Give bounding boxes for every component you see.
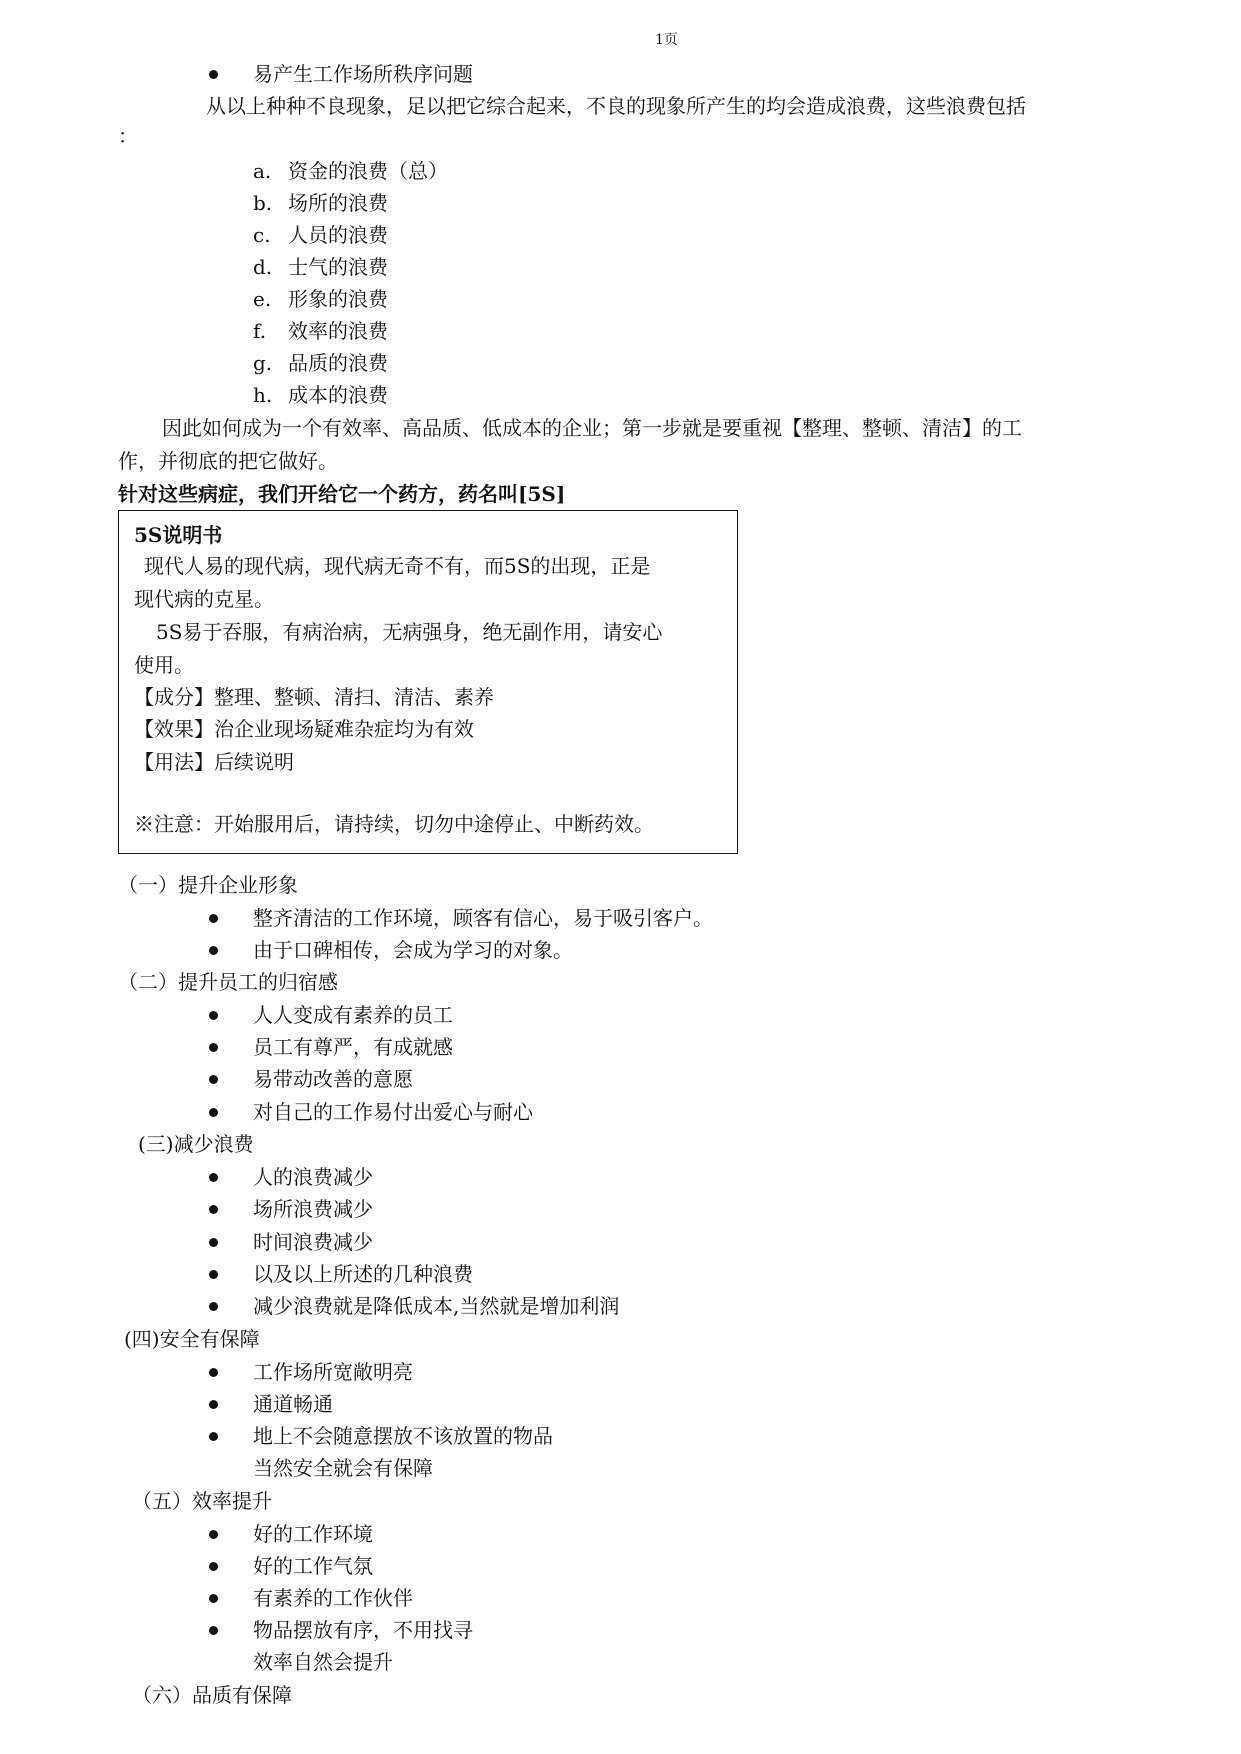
section-bullet: 通道畅通: [253, 1392, 333, 1416]
bullet-dot: [209, 70, 218, 79]
waste-marker: h.: [253, 383, 273, 407]
page-number: 1页: [655, 32, 678, 48]
box-line: 使用。: [134, 653, 194, 677]
bullet-dot: [209, 1205, 218, 1214]
box-line: 5S易于吞服，有病治病，无病强身，绝无副作用，请安心: [156, 620, 663, 644]
bullet-dot: [209, 1302, 218, 1311]
waste-marker: c.: [253, 223, 271, 247]
bullet-dot: [209, 1270, 218, 1279]
bold-heading: 针对这些病症，我们开给它一个药方，药名叫[5S]: [118, 482, 566, 506]
waste-item: 人员的浪费: [288, 223, 388, 247]
section-bullet: 人的浪费减少: [253, 1165, 373, 1189]
bullet-dot: [209, 1173, 218, 1182]
box-title: 5S说明书: [134, 523, 223, 547]
bullet-dot: [209, 1043, 218, 1052]
section-bullet: 地上不会随意摆放不该放置的物品: [253, 1424, 553, 1448]
section-bullet: 场所浪费减少: [253, 1197, 373, 1221]
waste-item: 场所的浪费: [288, 191, 388, 215]
waste-item: 资金的浪费（总）: [288, 159, 448, 183]
section-bullet: 整齐清洁的工作环境，顾客有信心，易于吸引客户。: [253, 906, 713, 930]
waste-marker: e.: [253, 287, 272, 311]
section-followup: 效率自然会提升: [253, 1650, 393, 1674]
waste-item: 形象的浪费: [288, 287, 388, 311]
section-bullet: 工作场所宽敞明亮: [253, 1360, 413, 1384]
waste-marker: a.: [253, 159, 272, 183]
section-bullet: 易带动改善的意愿: [253, 1067, 413, 1091]
box-usage: 【用法】后续说明: [134, 750, 294, 774]
section-bullet: 物品摆放有序，不用找寻: [253, 1618, 473, 1642]
bullet-dot: [209, 1432, 218, 1441]
waste-item: 成本的浪费: [288, 383, 388, 407]
intro-paragraph-line1: 从以上种种不良现象，足以把它综合起来，不良的现象所产生的均会造成浪费，这些浪费包括: [206, 94, 1026, 118]
bullet-dot: [209, 1562, 218, 1571]
section-bullet: 由于口碑相传，会成为学习的对象。: [253, 938, 573, 962]
bullet-dot: [209, 1400, 218, 1409]
bullet-dot: [209, 1238, 218, 1247]
box-line: 现代病的克星。: [134, 587, 274, 611]
section-bullet: 以及以上所述的几种浪费: [253, 1262, 473, 1286]
section-bullet: 对自己的工作易付出爱心与耐心: [253, 1100, 533, 1124]
section-bullet: 好的工作环境: [253, 1522, 373, 1546]
waste-marker: g.: [253, 351, 273, 375]
intro-bullet-text: 易产生工作场所秩序问题: [253, 62, 473, 86]
bullet-dot: [209, 1530, 218, 1539]
bullet-dot: [209, 1594, 218, 1603]
box-line: 现代人易的现代病，现代病无奇不有，而5S的出现，正是: [144, 554, 651, 578]
waste-marker: d.: [253, 255, 273, 279]
bullet-dot: [209, 1108, 218, 1117]
section-heading: （二）提升员工的归宿感: [118, 970, 338, 994]
waste-item: 士气的浪费: [288, 255, 388, 279]
waste-item: 品质的浪费: [288, 351, 388, 375]
waste-item: 效率的浪费: [288, 319, 388, 343]
bullet-dot: [209, 1368, 218, 1377]
waste-marker: b.: [253, 191, 273, 215]
bullet-dot: [209, 1626, 218, 1635]
section-bullet: 人人变成有素养的员工: [253, 1003, 453, 1027]
conclusion-line1: 因此如何成为一个有效率、高品质、低成本的企业；第一步就是要重视【整理、整顿、清洁】的工: [162, 416, 1022, 440]
section-bullet: 减少浪费就是降低成本,当然就是增加利润: [253, 1294, 620, 1318]
box-note: ※注意：开始服用后，请持续，切勿中途停止、中断药效。: [134, 812, 654, 836]
intro-paragraph-line2: ：: [118, 124, 138, 148]
section-heading: （一）提升企业形象: [118, 873, 298, 897]
section-heading: （六）品质有保障: [132, 1683, 292, 1707]
section-bullet: 有素养的工作伙伴: [253, 1586, 413, 1610]
box-ingredients: 【成分】整理、整顿、清扫、清洁、素养: [134, 685, 494, 709]
waste-marker: f.: [253, 319, 267, 343]
section-heading: (四)安全有保障: [124, 1327, 260, 1351]
section-bullet: 员工有尊严，有成就感: [253, 1035, 453, 1059]
conclusion-line2: 作，并彻底的把它做好。: [118, 449, 338, 473]
section-heading: （五）效率提升: [132, 1489, 272, 1513]
bullet-dot: [209, 914, 218, 923]
box-effect: 【效果】治企业现场疑难杂症均为有效: [134, 717, 474, 741]
section-bullet: 好的工作气氛: [253, 1554, 373, 1578]
section-heading: (三)减少浪费: [138, 1132, 254, 1156]
section-followup: 当然安全就会有保障: [253, 1456, 433, 1480]
bullet-dot: [209, 1075, 218, 1084]
bullet-dot: [209, 946, 218, 955]
bullet-dot: [209, 1011, 218, 1020]
section-bullet: 时间浪费减少: [253, 1230, 373, 1254]
